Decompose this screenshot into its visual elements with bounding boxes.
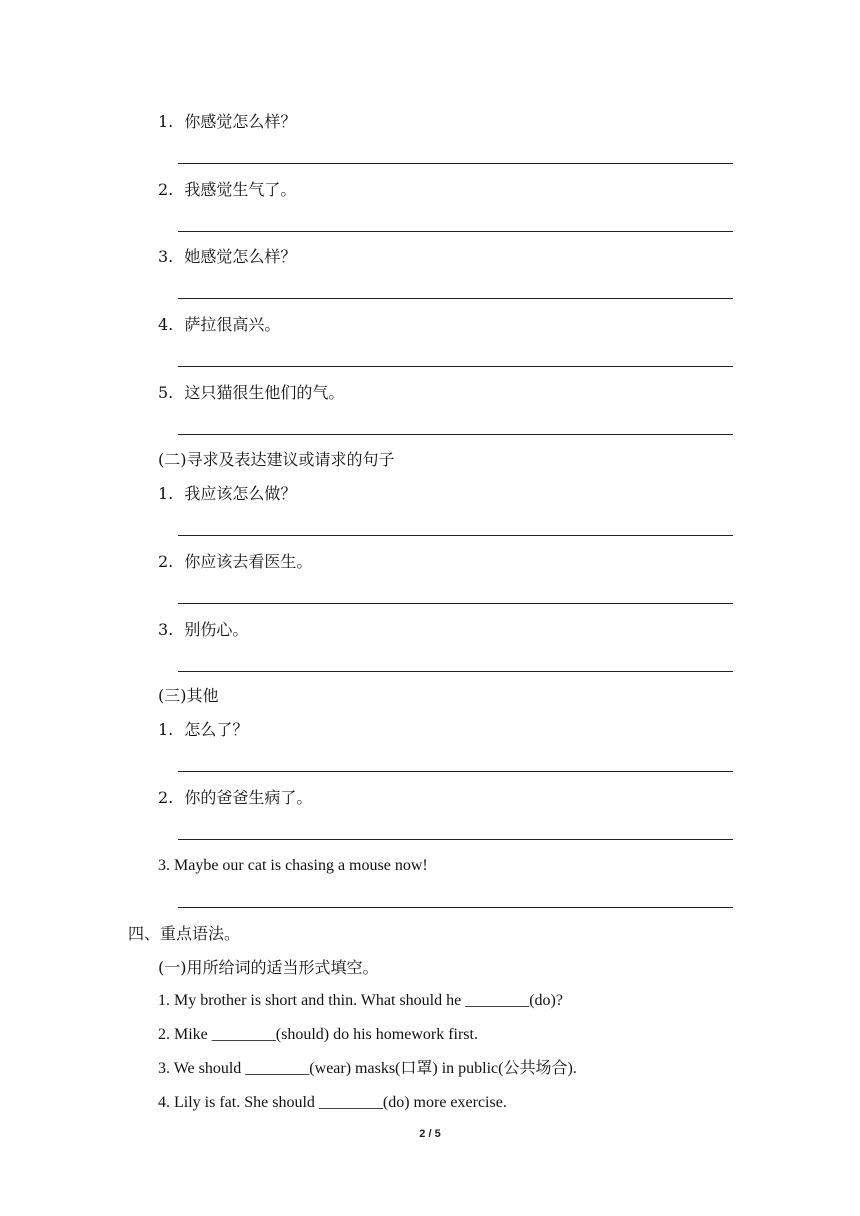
- question-number: 4.: [158, 315, 174, 334]
- question-item: [158, 112, 296, 132]
- answer-line[interactable]: [178, 231, 733, 232]
- question-item: [158, 180, 296, 200]
- question-number: 2.: [158, 180, 174, 199]
- question-text: 别伤心。: [184, 620, 249, 639]
- question-text: 怎么了？: [184, 720, 249, 739]
- answer-line[interactable]: [178, 907, 733, 908]
- question-number: 3.: [158, 620, 174, 639]
- question-number: 2.: [158, 552, 174, 571]
- question-text: 你感觉怎么样？: [184, 112, 297, 131]
- question-number: 1.: [158, 112, 174, 131]
- answer-line[interactable]: [178, 298, 733, 299]
- question-item: [158, 720, 248, 740]
- answer-line[interactable]: [178, 535, 733, 536]
- question-text: 你应该去看医生。: [184, 552, 313, 571]
- answer-line[interactable]: [178, 163, 733, 164]
- section-heading: 四、重点语法。: [128, 924, 241, 943]
- question-item: [158, 620, 248, 640]
- answer-line[interactable]: [178, 671, 733, 672]
- question-text: 3. Maybe our cat is chasing a mouse now!: [158, 857, 428, 874]
- fill-blank-item: 2. Mike ________(should) do his homework first.: [158, 1026, 478, 1043]
- question-number: 1.: [158, 720, 174, 739]
- question-text: 我应该怎么做？: [184, 484, 297, 503]
- question-number: 5.: [158, 383, 174, 402]
- question-text: 萨拉很高兴。: [184, 315, 281, 334]
- page-number: 2 / 5: [419, 1128, 441, 1140]
- question-item: [158, 552, 312, 572]
- subsection-heading: (一)用所给词的适当形式填空。: [158, 958, 379, 977]
- question-item: [158, 788, 312, 808]
- answer-line[interactable]: [178, 839, 733, 840]
- question-item: [158, 315, 280, 335]
- question-number: 1.: [158, 484, 174, 503]
- question-item: [158, 484, 296, 504]
- question-number: 3.: [158, 247, 174, 266]
- fill-blank-item: 4. Lily is fat. She should ________(do) more exercise.: [158, 1094, 507, 1111]
- subsection-heading: (二)寻求及表达建议或请求的句子: [158, 450, 395, 469]
- question-item: [158, 856, 428, 876]
- fill-blank-item: 1. My brother is short and thin. What should he ________(do)?: [158, 992, 563, 1009]
- fill-blank-item: 3. We should ________(wear) masks(口罩) in public(公共场合).: [158, 1060, 577, 1077]
- question-item: [158, 383, 344, 403]
- answer-line[interactable]: [178, 771, 733, 772]
- question-item: [158, 247, 296, 267]
- answer-line[interactable]: [178, 603, 733, 604]
- question-text: 她感觉怎么样？: [184, 247, 297, 266]
- question-text: 你的爸爸生病了。: [184, 788, 313, 807]
- question-number: 2.: [158, 788, 174, 807]
- answer-line[interactable]: [178, 434, 733, 435]
- answer-line[interactable]: [178, 366, 733, 367]
- question-text: 这只猫很生他们的气。: [184, 383, 345, 402]
- question-text: 我感觉生气了。: [184, 180, 297, 199]
- subsection-heading: (三)其他: [158, 686, 219, 705]
